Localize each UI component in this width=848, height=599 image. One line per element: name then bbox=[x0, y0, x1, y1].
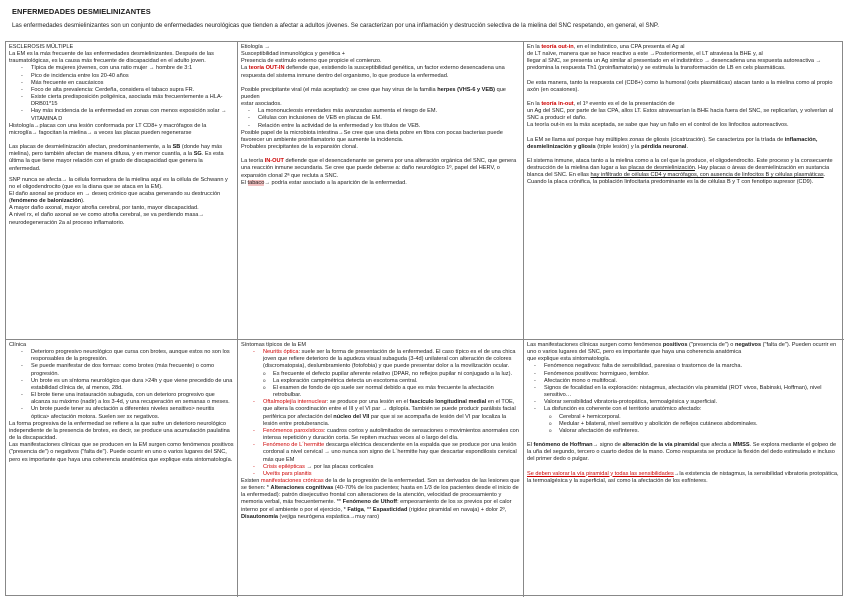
text: defiende que, existiendo la susceptibilidad genética, un factor externo desencadena una respuesta del sistema inmune dentro del organismo, lo que produce la enfermedad. bbox=[241, 65, 505, 79]
text: llegar al SNC, se presenta un Ag similar al presentado en el indistintico bbox=[527, 58, 703, 65]
text: Neuritis óptica bbox=[263, 349, 299, 356]
list-item: - Deterioro progresivo neurológico que cursa con brotes, aunque estos no son los responsables de la progresión. bbox=[21, 349, 234, 363]
arrow-icon: → bbox=[704, 58, 710, 65]
arrow-icon: → bbox=[86, 129, 93, 136]
section-heading bbox=[241, 44, 520, 51]
list-item: - Foco de alta prevalencia: Cerdeña, considera el tabaco supra FR. bbox=[21, 87, 234, 94]
text: La teoría bbox=[241, 158, 265, 165]
paragraph bbox=[241, 130, 520, 144]
list-item bbox=[253, 349, 520, 370]
text: que pueden bbox=[241, 86, 506, 100]
section-heading: Clínica bbox=[9, 342, 27, 348]
text: ("presencia de") o bbox=[687, 342, 735, 348]
text: negativos bbox=[734, 342, 762, 348]
text: . Es esta última la que tiene mayor relación con el grado de discapacidad que genera la enfermedad. bbox=[9, 151, 224, 172]
cell-esclerosis-multiple bbox=[6, 42, 238, 340]
text: El bbox=[527, 442, 534, 449]
list-item: - Células con inclusiones de VEB en placas de EM. bbox=[248, 115, 520, 122]
text: la existencia de nistagmus, la sensibilidad vibratoria protopática, la termoalgésica y la superficial, así como la afectación de los esfínteres. bbox=[527, 470, 839, 484]
text: (40-70% de los pacientes; hasta en 1/3 de los pacientes desde el inicio de la enfermedad): patrón disejecutivo frontal con alteraciones de la atención, velocidad de procesamiento y bbox=[241, 485, 519, 499]
list bbox=[253, 399, 520, 478]
text: , el 1º evento es el de la presentación de bbox=[573, 100, 675, 107]
text: : suele ser la forma de presentación de la enfermedad. El caso típico es el de una chica joven que refiere deterioro de la agudeza visual subaguda (3-4d) unilateral con alteración de colores (discromatopsia), deslumbramiento (fotofobia) y que puede presentar dolor a la movilización ocular. bbox=[263, 349, 516, 370]
text: predomina la respuesta Th1 (proinflamatoria) y se estimula la transformación de LB en cels plasmáticas. bbox=[527, 65, 786, 72]
highlight-text: tabaco bbox=[247, 179, 265, 186]
text: La bbox=[241, 65, 249, 72]
arrow-icon: → bbox=[324, 449, 330, 456]
text: diplopía. También se puede producir parálisis facial periférica por afectación del bbox=[263, 406, 516, 420]
text: Se cree que una dieta pobre en fibra con pocas bacterias puede favorecer un ambiente proinflamatorio que aumente la incidencia. bbox=[241, 129, 503, 143]
list-item: - Pico de incidencia entre los 20-40 años bbox=[21, 73, 234, 80]
cell-sintomas bbox=[238, 340, 524, 597]
notes-grid bbox=[5, 41, 843, 596]
text: defiende que el desencadenante se genera por una alteración orgánica del SNC, que genera una reacción inmune secundaria. Se cree que puede deberse a: daño neurológico 1º, papel del HERV, o expansión clonal 2ª que recluta a SNC. bbox=[241, 158, 517, 179]
text: un Ag del SNC, por parte de las CPA, allos LT. Estos atravesarían la BHE hacia fuera del SNC, se replicarían, y volverían al SNC a producir el daño. bbox=[527, 108, 834, 122]
text: Hay más incidencia de la enfermedad en zonas con menos exposición solar bbox=[31, 108, 220, 115]
text: El sistema inmune, ataca tanto a la mielina como a la cel que la produce, el oligodendrocito. Este proceso y la consecuente destrucción de la mielina dan lugar a las bbox=[527, 157, 833, 172]
text: . Se explora mediante el golpeo de la uña del segundo, tercero o cuarto dedos de la mano. Como respuesta se produce la flexión del dedo estimulado e incluso del primer dedo o pulgar. bbox=[527, 442, 837, 463]
text: El bbox=[241, 179, 248, 186]
list-item: o Cerebral + hemicorporal. bbox=[549, 414, 841, 421]
arrow-icon: → bbox=[221, 108, 227, 115]
text: en el TOE, que altera la coordinación entre el III y el VI par bbox=[263, 399, 515, 413]
text: estar asociados. bbox=[241, 101, 282, 108]
sub-list bbox=[549, 414, 841, 435]
text: neurodegeneración 2a al proceso inflamatorio. bbox=[9, 219, 125, 226]
intro-paragraph: Las enfermedades desmielinizantes son un conjunto de enfermedades neurológicas que tienden a afectar a adultos jóvenes. Se caracterizan por una inflamación y destrucción selectiva de la mielina del SNC respetando, en general, el SNP. bbox=[12, 22, 659, 29]
list-item: - Fenómenos negativos: falta de sensibilidad, paresias o trastornos de la marcha. bbox=[534, 363, 841, 370]
text: Etiología bbox=[241, 44, 263, 50]
text: En la bbox=[527, 100, 542, 107]
list-item: - Se puede manifestar de dos formas: como brotes (más frecuente) o como progresión. bbox=[21, 363, 234, 377]
list-item bbox=[253, 471, 520, 478]
text: memoria verbal, más frecuentemente. ** bbox=[241, 499, 343, 506]
text: por las placas corticales bbox=[313, 463, 374, 470]
paragraph bbox=[527, 442, 841, 463]
list-item: o Es frecuente el defecto pupilar aferente relativo (DPAR, no reflejos pupilar ni conjugado a la luz). bbox=[263, 371, 520, 378]
paragraph bbox=[527, 158, 841, 187]
text: VITAMINA D bbox=[31, 115, 63, 122]
list-item: - Afectación mono o multifocal. bbox=[534, 378, 841, 385]
list-item: - Existe cierta predisposición poligénica, asociada más frecuentemente a HLA-DRB01*15 bbox=[21, 94, 234, 108]
text: alteración de la vía piramidal bbox=[622, 442, 699, 449]
list bbox=[253, 349, 520, 370]
text: En la bbox=[527, 44, 542, 50]
text: podría estar asociado a la aparición de la enfermedad. bbox=[271, 179, 407, 186]
list-item: - La disfunción es coherente con el territorio anatómico afectado: bbox=[534, 406, 841, 413]
text: Histología bbox=[9, 122, 34, 129]
paragraph bbox=[9, 212, 234, 226]
list-item: - Un brote puede tener su afectación a diferentes niveles sensitivo> neuritis óptica> afectación motora. Suelen ser sx negativos. bbox=[21, 406, 234, 420]
paragraph bbox=[527, 471, 841, 485]
list-item bbox=[253, 399, 520, 428]
text: que explique esta sintomatología. bbox=[527, 356, 611, 363]
text: Las placas de desmielinización afectan, predominantemente, a la bbox=[9, 144, 173, 151]
text: SNP nunca se afecta bbox=[9, 176, 62, 183]
text: Las manifestaciones clínicas surgen como fenómenos bbox=[527, 342, 663, 348]
list-item bbox=[21, 108, 234, 122]
arrow-icon: → bbox=[815, 58, 822, 65]
arrow-icon: → bbox=[198, 212, 204, 219]
cell-clinica bbox=[6, 340, 238, 597]
paragraph: Susceptibilidad inmunológica y genética + bbox=[241, 51, 346, 58]
list-item: - Un brote es un síntoma neurológico que dura >24h y que viene precedido de una estabilidad clínica de, al menos, 28d. bbox=[21, 378, 234, 392]
text: Fatiga bbox=[347, 506, 364, 513]
text: , ** bbox=[363, 506, 373, 513]
text: fenómeno de balonización bbox=[10, 198, 82, 205]
text: (donde hay más mielina), pero también afectan de manera difusa, y en menor cuantía, a la bbox=[9, 144, 223, 158]
text: : cuadros cortos y autolimitados de sensaciones o movimientos anormales con intensa repetición y duración corta. Se repiten muchas veces al o largo del día. bbox=[263, 427, 519, 442]
list-item: - La mononucleosis enredades más avanzadas aumenta el riesgo de EM. bbox=[248, 108, 520, 115]
text: . Hay placas o áreas de desmielinización en sustancia blanca del SNC. En ellas bbox=[527, 165, 830, 179]
arrow-icon: → bbox=[349, 513, 356, 520]
text: Fenómenos paroxísticos bbox=[263, 427, 324, 434]
cell-manifestaciones bbox=[524, 340, 844, 597]
text: de la de la progresión de la enfermedad. Son sx derivados de las lesiones que se tienen: * bbox=[241, 477, 520, 492]
paragraph bbox=[527, 44, 841, 73]
list-item: o El examen de fondo de ojo suele ser normal debido a que es más frecuente la afectación retrobulbar. bbox=[263, 385, 520, 399]
text: que afecta a bbox=[698, 442, 733, 449]
text: positivos bbox=[662, 342, 688, 348]
text: Posible papel de la microbiota intestina bbox=[241, 129, 339, 136]
text: hay infiltrado de células CD4 y macrófagos, con ausencia de linfocitos B y células plasmáticas bbox=[590, 172, 824, 179]
paragraph bbox=[241, 180, 520, 187]
arrow-icon: → bbox=[649, 51, 656, 58]
text: MMSS bbox=[732, 442, 750, 449]
arrow-icon: → bbox=[592, 442, 599, 449]
paragraph bbox=[9, 123, 234, 137]
text: IN-OUT bbox=[264, 158, 284, 165]
text: fagocitan la mielina bbox=[38, 129, 87, 136]
text: La EM se llama así porque hay múltiples zonas de gliosis (cicatrización). Se caracteriza por la tríada de bbox=[527, 136, 785, 143]
list-item: - Valorar sensibilidad vibratoria-protopática, termoalgésica y superficial. bbox=[534, 399, 841, 406]
text: SB bbox=[172, 144, 181, 151]
text: la célula formadora de la mielina aquí es la célula de Schwann y no el oligodendrocito (que es la diana que se ataca en la EM). bbox=[9, 176, 228, 190]
text: uno nunca son signo de L´hermitte hay que descartar espondilosis cervical más que EM bbox=[263, 449, 517, 463]
text: Típica de mujeres jóvenes, con una ratio mujer bbox=[31, 65, 148, 72]
arrow-icon: → bbox=[673, 470, 680, 477]
list-item: o Valorar afectación de esfínteres. bbox=[549, 428, 841, 435]
text: Fenómeno de L´hermitte bbox=[263, 442, 325, 449]
list-item: - Más frecuente en caucásicos bbox=[21, 80, 234, 87]
paragraph bbox=[241, 158, 520, 179]
list-item: - Relación entre la actividad de la enfermedad y los títulos de VEB. bbox=[248, 123, 520, 130]
arrow-icon: → bbox=[381, 406, 388, 413]
paragraph bbox=[241, 87, 520, 108]
text: ). bbox=[81, 198, 85, 205]
arrow-icon: → bbox=[33, 122, 40, 129]
text: signo de bbox=[599, 442, 623, 449]
cell-teorias bbox=[524, 42, 844, 340]
text: : se produce por una lesión en el bbox=[326, 399, 410, 406]
paragraph: Las manifestaciones clínicas que se producen en la EM surgen como fenómenos positivos ("presencia de") o negativos ("falta de"). Puede ocurrir en uno o varios lugares del SNC, pero es importante que haya una coherencia anatómica que explique esta sintomatología. bbox=[9, 442, 234, 463]
text: desencadena una respuesta autoreactiva bbox=[711, 58, 815, 65]
text: hombre de 3:1 bbox=[156, 65, 193, 72]
text: teoría OUT-IN bbox=[248, 65, 285, 72]
arrow-icon: → bbox=[338, 129, 344, 136]
list-item bbox=[21, 65, 234, 72]
text: . bbox=[686, 143, 689, 150]
list-item: o Medular + bilateral, nivel sensitivo y abolición de reflejos cutáneos abdominales. bbox=[549, 421, 841, 428]
list-item bbox=[253, 442, 520, 463]
text: manifestaciones crónicas bbox=[260, 477, 324, 484]
text: Crisis epilépticas bbox=[263, 463, 305, 470]
text: Posible precipitante viral (el más aceptado): se cree que hay virus de la familia bbox=[241, 86, 438, 93]
paragraph: La EM es la más frecuente de las enfermedades desmielinizantes. Después de las traumatológicas, es la causa más frecuente de discapacidad en el adulto joven. bbox=[9, 51, 214, 65]
page-title: ENFERMEDADES DESMIELINIZANTES bbox=[12, 7, 151, 16]
list-item: o La exploración campimétrica detecta un escotoma central. bbox=[263, 378, 520, 385]
list bbox=[21, 349, 234, 421]
text: inflamación, desmielinización y gliosis bbox=[527, 136, 818, 150]
list-item bbox=[253, 464, 520, 471]
paragraph bbox=[241, 478, 520, 521]
paragraph bbox=[241, 65, 520, 79]
text: : empeoramiento de los sx previos por el calor interno por el ambiente o por el ejercicio, * bbox=[241, 499, 512, 513]
text: teoría in-out bbox=[541, 100, 574, 107]
section-heading: Síntomas típicos de la EM bbox=[241, 342, 306, 348]
text: herpes (VHS-6 y VEB) bbox=[437, 86, 496, 93]
text: deseq crónico que acaba generando su destrucción ( bbox=[9, 190, 221, 205]
list-item: - Signos de focalidad en la exploración: nistagmus, afectación vía piramidal (ROT vivos, Babinski, Hoffman), nivel sensitivo… bbox=[534, 385, 841, 399]
list-item: - El brote tiene una instauración subaguda, con un deterioro progresivo que alcanza su máximo (nadir) a los 3-4d, y una recuperación en semanas o meses. bbox=[21, 392, 234, 406]
paragraph: Presencia de estímulo externo que propicie el comienzo. bbox=[241, 58, 382, 65]
text: placas de desmielinización bbox=[628, 165, 695, 172]
text: (triple lesión) y la bbox=[595, 143, 642, 150]
text: teoría out-in bbox=[541, 44, 574, 50]
arrow-icon: → bbox=[264, 179, 270, 186]
list-item bbox=[253, 428, 520, 442]
text: Espasticidad bbox=[372, 506, 408, 513]
text: pérdida neuronal bbox=[641, 143, 687, 150]
arrow-icon: → bbox=[31, 129, 38, 136]
paragraph bbox=[9, 177, 234, 191]
text: A nivel rx, el daño axonal se ve como atrofia cerebral, se va perdiendo masa bbox=[9, 212, 199, 219]
arrow-icon: → bbox=[264, 44, 270, 50]
list bbox=[248, 108, 520, 129]
text: Alteraciones cognitivas bbox=[270, 485, 334, 492]
paragraph bbox=[9, 191, 234, 205]
arrow-icon: → bbox=[148, 65, 155, 72]
arrow-icon: → bbox=[306, 463, 313, 470]
text: El daño axonal se produce en bbox=[9, 190, 84, 197]
cell-etiologia bbox=[238, 42, 524, 340]
paragraph: Probables precipitantes de la expansión clonal. bbox=[241, 144, 358, 151]
text: Se deben valorar la vía piramidal y todas las sensibilidades bbox=[527, 470, 674, 477]
paragraph bbox=[527, 137, 841, 151]
text: La teoría out-in es la más aceptada, se sabe que hay un fallo en el control de los linfocitos autorreactivos. bbox=[527, 122, 789, 129]
paragraph bbox=[527, 101, 841, 130]
text: Disautonomía bbox=[241, 513, 278, 520]
text: , en el indistintico, una CPA presenta el Ag al bbox=[573, 44, 685, 50]
list bbox=[534, 363, 841, 413]
text: Posteriormente, el LT atraviesa la BHE y, al bbox=[655, 51, 763, 58]
text: descarga eléctrica descendente en la espalda que se produce por una lesión cordonal a nivel cervical bbox=[263, 442, 517, 456]
text: placas con una lesión conformada por LT CD8+ y macrófagos de la microglía bbox=[9, 122, 207, 136]
text: (rigidez piramidal en navaja) + dolor 2º, bbox=[407, 506, 507, 513]
text: Existen bbox=[241, 477, 261, 484]
text: . Cuando la placa crónifica, la población linfocitaria predominante es la de células B y T con fenotipo supresor (CD9). bbox=[527, 172, 826, 186]
text: Uveítis pars planitis bbox=[263, 470, 312, 477]
text: fascículo longitudinal medial bbox=[409, 399, 487, 406]
arrow-icon: → bbox=[61, 176, 68, 183]
text: núcleo del VII bbox=[333, 413, 370, 420]
text: par que si se acompaña de lesión del VI par localiza la lesión entre protuberancia. bbox=[263, 413, 507, 427]
sub-list bbox=[263, 371, 520, 400]
text: Fenómeno de Uthoff bbox=[342, 499, 398, 506]
text: Oftalmoplejía internuclear bbox=[263, 399, 327, 406]
list-item: - Fenómenos positivos: hormigueo, temblor. bbox=[534, 371, 841, 378]
text: a veces las placas pueden regenerarse bbox=[93, 129, 192, 136]
paragraph bbox=[9, 144, 234, 173]
paragraph: A mayor daño axonal, mayor atrofia cerebral, por tanto, mayor discapacidad. bbox=[9, 205, 199, 212]
text: ("falta de"). Pueden ocurrir en uno o varios lugares del SNC, pero es importante que haya una coherencia anatómica bbox=[527, 342, 837, 356]
paragraph: La forma progresiva de la enfermedad se refiere a la que sufre un deterioro neurológico independiente de la presencia de brotes, es decir, se produce una acumulación paulatina de la discapacidad. bbox=[9, 420, 230, 442]
text: (vejiga neurógena espástica bbox=[278, 513, 350, 520]
section-heading: ESCLEROSIS MÚLTIPLE bbox=[9, 44, 74, 50]
arrow-icon: → bbox=[84, 190, 91, 197]
text: de LT naïve, manera que se hace reactivo a este bbox=[527, 51, 649, 58]
list bbox=[21, 65, 234, 122]
paragraph bbox=[527, 342, 841, 363]
text: fenómeno de Hoffman bbox=[533, 442, 593, 449]
text: muy raro) bbox=[355, 513, 380, 520]
paragraph: De esta manera, tanto la respuesta cel (CD8+) como la humoral (cels plasmáticas) atacan tanto a la mielina como al propio axón (en ocasiones). bbox=[527, 79, 833, 93]
text: SG bbox=[193, 151, 202, 158]
